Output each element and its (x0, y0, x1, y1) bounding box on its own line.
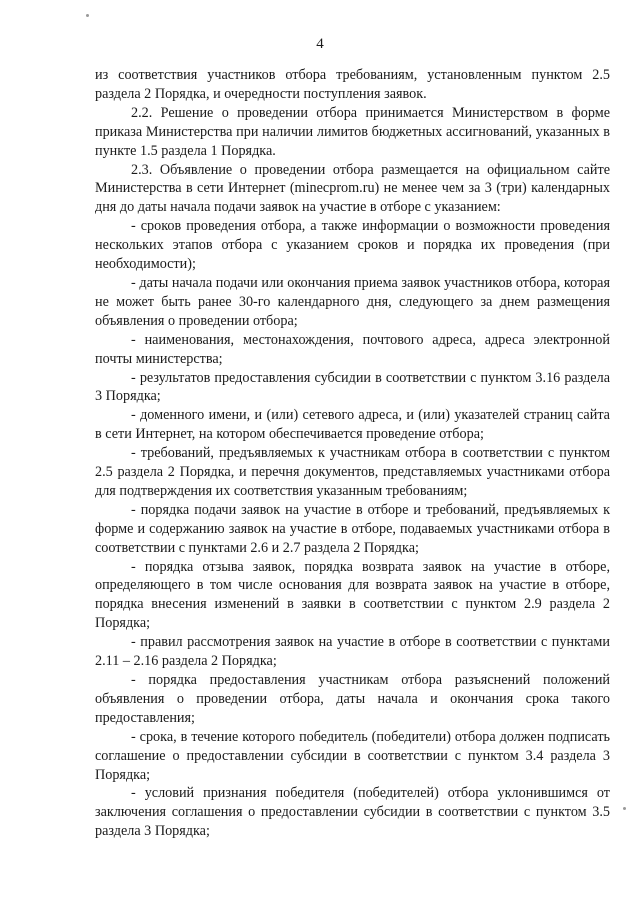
list-item-review-rules: - правил рассмотрения заявок на участие в отборе в соответствии с пунктами 2.11 – 2.16 раздела 2 Порядка; (95, 634, 610, 670)
scan-dot (86, 14, 89, 17)
list-item-evasion-conditions: - условий признания победителя (победителей) отбора уклонившимся от заключения соглашения о предоставлении субсидии в соответствии с пунктом 3.5 раздела 3 Порядка; (95, 785, 610, 840)
list-item-clarifications: - порядка предоставления участникам отбора разъяснений положений объявления о проведении отбора, даты начала и окончания срока такого предоставления; (95, 672, 610, 726)
list-item-submission: - порядка подачи заявок на участие в отборе и требований, предъявляемых к форме и содержанию заявок на участие в отборе, подаваемых участниками отбора в соответствии с пунктами 2.6 и 2.7 раздела 2 Порядка; (95, 501, 610, 556)
document-body (95, 66, 610, 841)
list-item-signing-term: - срока, в течение которого победитель (победители) отбора должен подписать соглашение о предоставлении субсидии в соответствии с пунктом 3.4 раздела 3 Порядка; (95, 728, 610, 783)
list-item-domain: - доменного имени, и (или) сетевого адреса, и (или) указателей страниц сайта в сети Интернет, на котором обеспечивается проведение отбора; (95, 407, 610, 443)
page-number: 4 (316, 36, 324, 52)
list-item-contacts: - наименования, местонахождения, почтового адреса, адреса электронной почты министерства; (95, 331, 610, 367)
paragraph-clause-2-3: 2.3. Объявление о проведении отбора размещается на официальном сайте Министерства в сети Интернет (minecprom.ru) не менее чем за 3 (три) календарных дня до даты начала подачи заявок на участие в отборе с указанием: (95, 161, 610, 216)
list-item-dates: - даты начала подачи или окончания приема заявок участников отбора, которая не может быть ранее 30-го календарного дня, следующего за днем размещения объявления о проведении отбора; (95, 274, 610, 329)
paragraph-continuation: из соответствия участников отбора требованиям, установленным пунктом 2.5 раздела 2 Порядка, и очередности поступления заявок. (95, 67, 610, 102)
list-item-terms: - сроков проведения отбора, а также информации о возможности проведения нескольких этапов отбора с указанием сроков и порядка их проведения (при необходимости); (95, 218, 610, 273)
list-item-withdrawal: - порядка отзыва заявок, порядка возврата заявок на участие в отборе, определяющего в том числе основания для возврата заявок на участие в отборе, порядка внесения изменений в заявки в соответствии с пунктом 2.9 раздела 2 Порядка; (95, 558, 610, 632)
scan-dot (623, 807, 626, 810)
list-item-results: - результатов предоставления субсидии в соответствии с пунктом 3.16 раздела 3 Порядка; (95, 369, 610, 405)
list-item-requirements: - требований, предъявляемых к участникам отбора в соответствии с пунктом 2.5 раздела 2 Порядка, и перечня документов, представляемых участниками отбора для подтверждения их соответствия указанным требованиям; (95, 445, 610, 499)
paragraph-clause-2-2: 2.2. Решение о проведении отбора принимается Министерством в форме приказа Министерства при наличии лимитов бюджетных ассигнований, указанных в пункте 1.5 раздела 1 Порядка. (95, 104, 610, 159)
